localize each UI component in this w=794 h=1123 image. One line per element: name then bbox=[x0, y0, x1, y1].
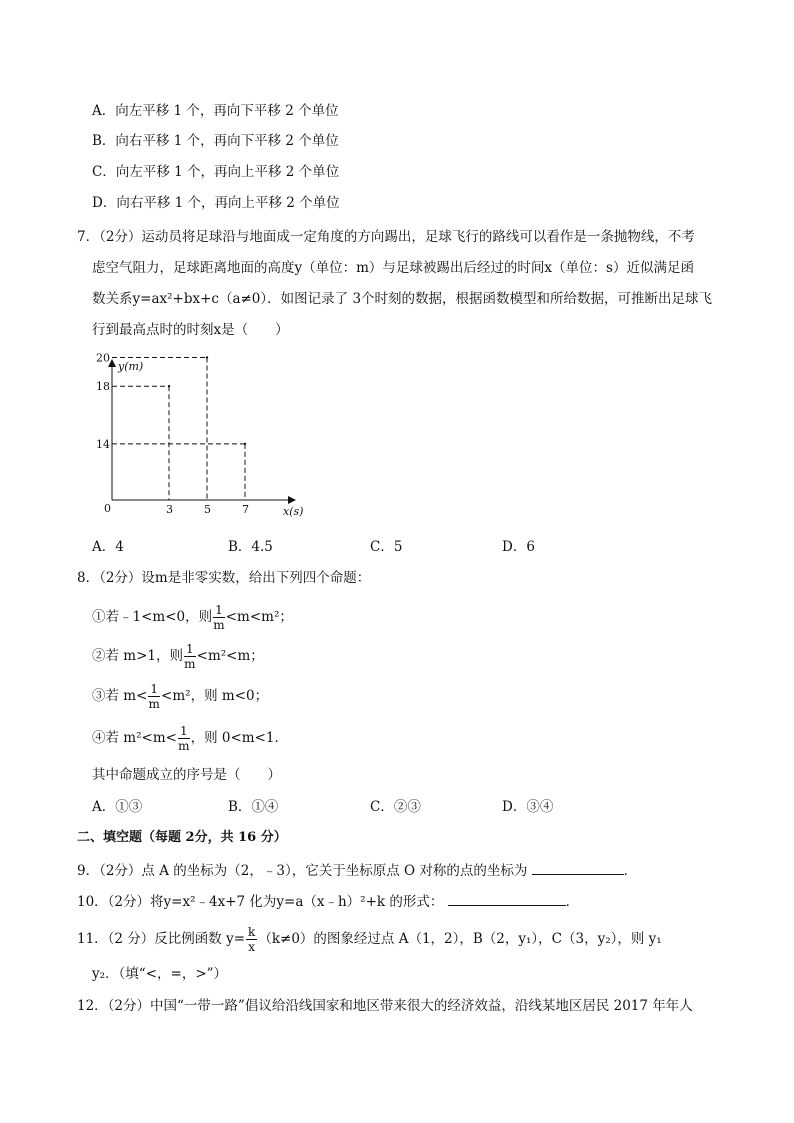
origin-label: 0 bbox=[104, 502, 111, 515]
fraction-1-over-m bbox=[184, 642, 196, 671]
q7-stem-line4: 行到最高点时的时刻x是（ ） bbox=[92, 322, 289, 338]
q6-option-c: C．向左平移 1 个，再向上平移 2 个单位 bbox=[92, 164, 340, 180]
q8-option-d: D．③④ bbox=[502, 799, 554, 815]
q8-option-b: B．①④ bbox=[228, 799, 279, 815]
frac-den: x bbox=[248, 940, 256, 954]
x-tick-label-0: 3 bbox=[166, 503, 173, 516]
y-tick-label-1: 18 bbox=[96, 380, 110, 394]
frac-num: 1 bbox=[179, 724, 188, 738]
frac-den: m bbox=[178, 739, 190, 753]
q7-option-c: C．5 bbox=[370, 539, 403, 555]
q8-p3-text-a: ③若 m< bbox=[92, 688, 148, 704]
q8-ask: 其中命题成立的序号是（ ） bbox=[92, 767, 281, 783]
q9-text: 9．（2分）点 A 的坐标为（2，﹣3），它关于坐标原点 O 对称的点的坐标为 bbox=[77, 863, 528, 879]
q8-p1-text-b: <m<m²； bbox=[225, 609, 293, 625]
q11-line1 bbox=[77, 925, 662, 954]
q11-line2: y₂．（填“<，=，>”） bbox=[92, 966, 228, 982]
data-point-1 bbox=[206, 356, 208, 358]
q11-text-b: （k≠0）的图象经过点 A（1，2），B（2，y₁），C（3，y₂），则 y₁ bbox=[258, 931, 662, 947]
y-axis-label: y(m) bbox=[118, 360, 144, 373]
data-point-0 bbox=[168, 385, 170, 387]
q9-answer-blank[interactable] bbox=[532, 860, 624, 875]
fraction-k-over-x bbox=[246, 925, 257, 954]
q8-p2-text-b: <m²<m； bbox=[196, 648, 264, 664]
y-tick-label-0: 20 bbox=[96, 351, 110, 365]
frac-num: k bbox=[248, 925, 256, 939]
q8-p4-text-a: ④若 m²<m< bbox=[92, 730, 177, 746]
q8-p4-text-b: ，则 0<m<1． bbox=[190, 730, 288, 746]
q8-p1-text-a: ①若﹣1<m<0，则 bbox=[92, 609, 213, 625]
fraction-1-over-m bbox=[213, 603, 225, 632]
q7-stem-line2: 虑空气阻力，足球距离地面的高度y（单位：m）与足球被踢出后经过的时间x（单位：s）近似满足函 bbox=[92, 260, 694, 276]
q8-stem: 8．（2分）设m是非零实数，给出下列四个命题： bbox=[77, 570, 371, 586]
q7-option-a: A．4 bbox=[92, 539, 124, 555]
x-tick-label-1: 5 bbox=[204, 503, 211, 516]
frac-num: 1 bbox=[150, 682, 159, 696]
q6-option-d: D．向右平移 1 个，再向上平移 2 个单位 bbox=[92, 195, 340, 211]
q7-graph bbox=[90, 350, 320, 525]
q10-period: ． bbox=[565, 894, 580, 910]
y-tick-label-2: 14 bbox=[96, 437, 110, 451]
q8-prop-1 bbox=[92, 603, 293, 632]
q8-prop-4 bbox=[92, 724, 288, 753]
q12-stem: 12．（2分）中国“一带一路”倡议给沿线国家和地区带来很大的经济效益，沿线某地区居民 2017 年年人 bbox=[77, 998, 693, 1014]
frac-num: 1 bbox=[215, 603, 223, 617]
x-axis-label: x(s) bbox=[283, 505, 304, 518]
q7-option-b: B．4.5 bbox=[228, 539, 273, 555]
q7-stem-line3: 数关系y=ax²+bx+c（a≠0）．如图记录了 3个时刻的数据，根据函数模型和所给数据，可推断出足球飞 bbox=[92, 291, 713, 307]
q7-stem-line1: 7．（2分）运动员将足球沿与地面成一定角度的方向踢出，足球飞行的路线可以看作是一条抛物线，不考 bbox=[77, 229, 695, 245]
q8-p3-text-b: <m²，则 m<0； bbox=[161, 688, 269, 704]
q7-option-d: D．6 bbox=[502, 539, 535, 555]
q9-period: ． bbox=[623, 863, 638, 879]
frac-den: m bbox=[148, 697, 160, 711]
fraction-1-over-m bbox=[148, 682, 160, 711]
q8-prop-3 bbox=[92, 682, 268, 711]
q8-p2-text-a: ②若 m>1，则 bbox=[92, 648, 183, 664]
q10-text: 10．（2分）将y=x²﹣4x+7 化为y=a（x﹣h）²+k 的形式： bbox=[77, 894, 444, 910]
frac-den: m bbox=[184, 657, 196, 671]
q10 bbox=[77, 891, 579, 912]
q10-answer-blank[interactable] bbox=[448, 891, 566, 906]
q9 bbox=[77, 860, 637, 881]
section-heading: 二、填空题（每题 2分，共 16 分） bbox=[77, 830, 287, 845]
q8-option-a: A．①③ bbox=[92, 799, 143, 815]
frac-num: 1 bbox=[186, 642, 194, 656]
data-point-2 bbox=[244, 443, 246, 445]
x-tick-label-2: 7 bbox=[242, 503, 249, 516]
q6-option-a: A．向左平移 1 个，再向下平移 2 个单位 bbox=[92, 103, 339, 119]
q11-text-a: 11．（2 分）反比例函数 y= bbox=[77, 931, 246, 947]
q6-option-b: B．向右平移 1 个，再向下平移 2 个单位 bbox=[92, 133, 339, 149]
frac-den: m bbox=[213, 618, 225, 632]
q8-prop-2 bbox=[92, 642, 264, 671]
q8-option-c: C．②③ bbox=[370, 799, 421, 815]
fraction-1-over-m bbox=[178, 724, 190, 753]
